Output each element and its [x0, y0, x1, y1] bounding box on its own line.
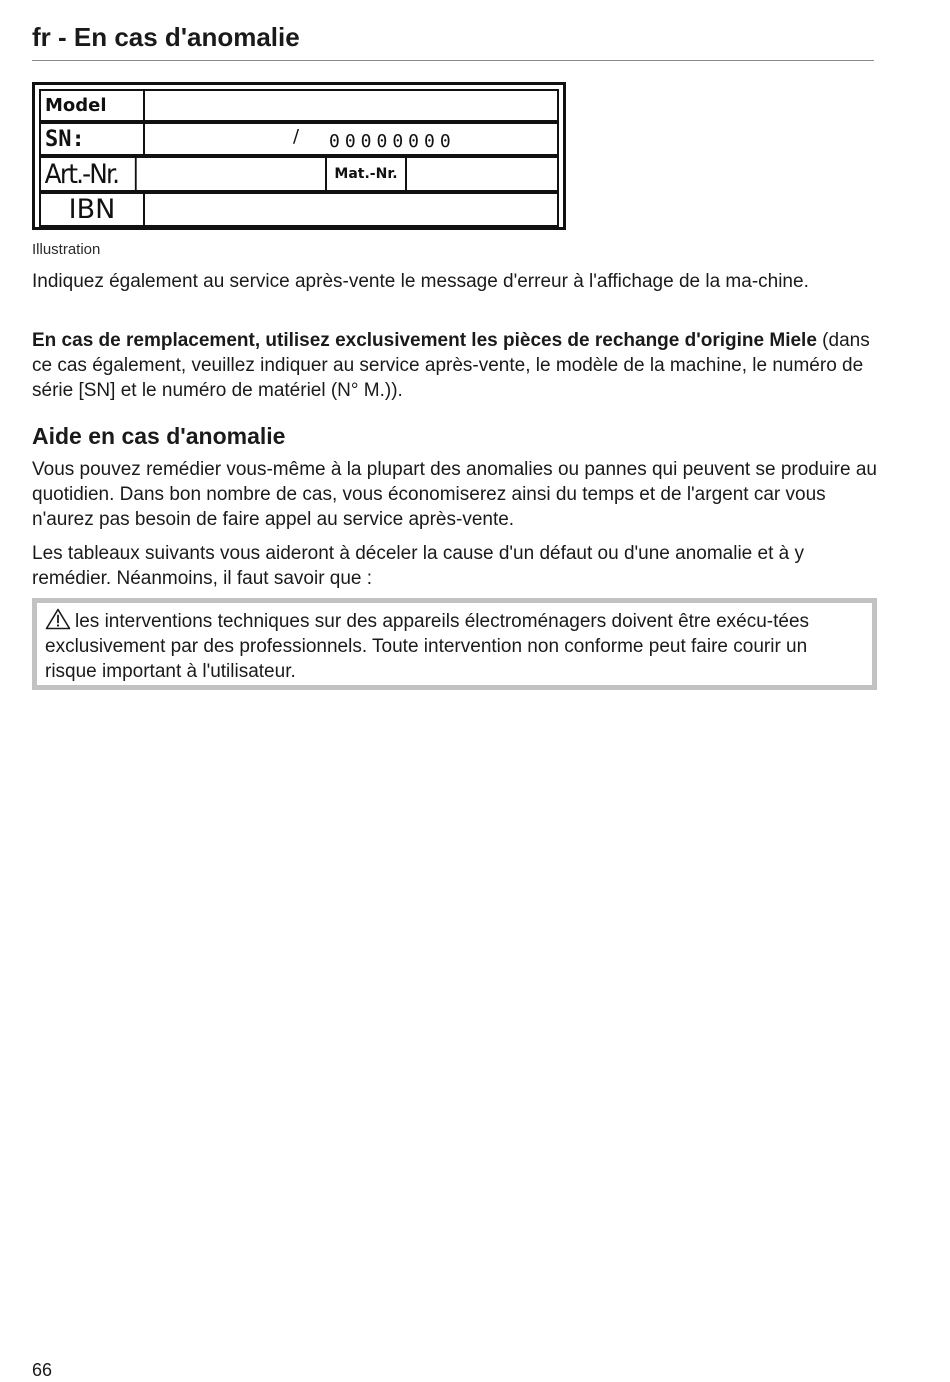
spare-parts-rest: (dans ce cas également, veuillez indiquer au service après-vente, le modèle de la machine, le numéro de série [SN] et le numéro de matériel (N° M.)). — [32, 330, 870, 401]
plate-sn-slash: / — [293, 126, 300, 147]
plate-ibn-label: IBN — [41, 194, 145, 225]
plate-row-model — [39, 89, 559, 122]
section-title: Aide en cas d'anomalie — [32, 423, 286, 449]
plate-row-sn — [39, 122, 559, 156]
paragraph-tables-intro: Les tableaux suivants vous aideront à déceler la cause d'un défaut ou d'une anomalie et à y remédier. Néanmoins, il faut savoir que : — [32, 543, 804, 589]
plate-art-label: Art.-Nr. — [41, 158, 137, 190]
paragraph-spare-parts — [32, 328, 877, 403]
warning-box — [32, 598, 877, 690]
plate-sn-label: SN: — [41, 124, 145, 154]
page-title: fr - En cas d'anomalie — [32, 22, 300, 52]
plate-sn-value: 00000000 — [329, 131, 456, 152]
paragraph-self-help: Vous pouvez remédier vous-même à la plupart des anomalies ou pannes qui peuvent se produire au quotidien. Dans bon nombre de cas, vous économiserez ainsi du temps et de l'argent car vous n'aurez pas besoin de faire appel au service après-vente. — [32, 459, 877, 530]
plate-mat-label: Mat.-Nr. — [325, 158, 407, 190]
plate-row-art — [39, 156, 559, 192]
paragraph-error-message: Indiquez également au service après-vente le message d'erreur à l'affichage de la ma-chine. — [32, 271, 809, 292]
plate-row-ibn — [39, 192, 559, 227]
spare-parts-bold: En cas de remplacement, utilisez exclusivement les pièces de rechange d'origine Miele — [32, 330, 817, 351]
plate-model-label: Model — [41, 91, 145, 120]
rating-plate-illustration — [32, 82, 566, 230]
warning-triangle-icon — [45, 608, 71, 630]
illustration-caption: Illustration — [32, 241, 101, 258]
page-number: 66 — [32, 1360, 53, 1380]
warning-text: les interventions techniques sur des appareils électroménagers doivent être exécu-tées exclusivement par des professionnels. Toute intervention non conforme peut faire courir un risque important à l'utilisateur. — [45, 611, 810, 682]
page-header — [32, 20, 874, 61]
